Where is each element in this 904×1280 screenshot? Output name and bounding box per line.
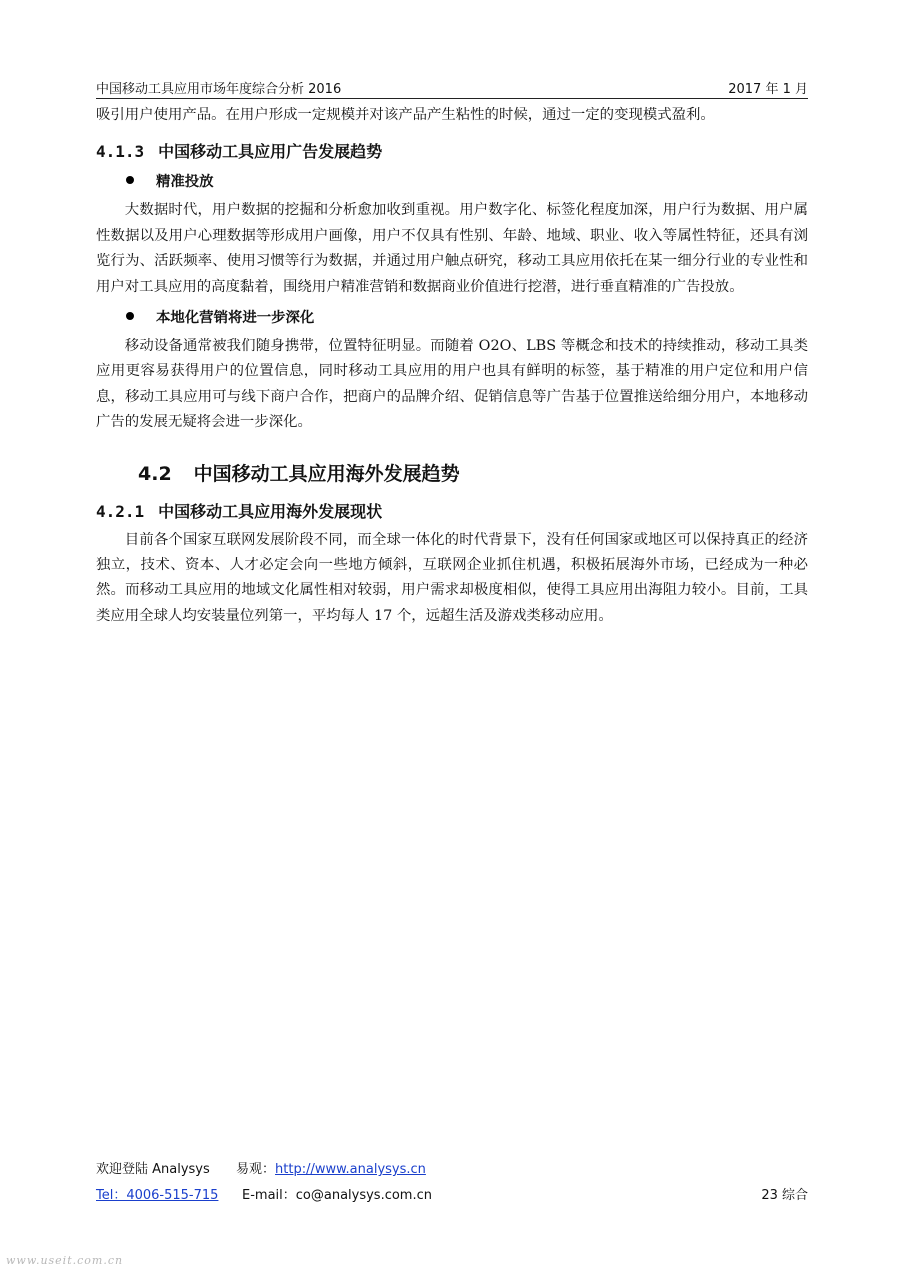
paragraph-localization: 移动设备通常被我们随身携带，位置特征明显。而随着 O2O、LBS 等概念和技术的持续推动，移动工具类应用更容易获得用户的位置信息，同时移动工具应用的用户也具有鲜明的标签，基于精准的用户定位和用户信息，移动工具应用可与线下商户合作，把商户的品牌介绍、促销信息等广告基于位置推送给细分用户，本地移动广告的发展无疑将会进一步深化。: [96, 338, 808, 431]
footer-site-label: 易观：: [236, 1162, 276, 1177]
section-number: 4.2.1: [96, 501, 145, 521]
telephone-link[interactable]: Tel：4006-515-715: [96, 1188, 219, 1203]
footer-email: E-mail：co@analysys.com.cn: [242, 1188, 432, 1203]
header-date: 2017 年 1 月: [728, 82, 808, 97]
paragraph-precision: 大数据时代，用户数据的挖掘和分析愈加收到重视。用户数字化、标签化程度加深，用户行为数据、用户属性数据以及用户心理数据等形成用户画像，用户不仅具有性别、年龄、地域、职业、收入等属性特征，还具有浏览行为、活跃频率、使用习惯等行为数据，并通过用户触点研究，移动工具应用依托在某一细分行业的专业性和用户对工具应用的高度黏着，围绕用户精准营销和数据商业价值进行挖潜，进行垂直精准的广告投放。: [96, 202, 808, 295]
section-title: 中国移动工具应用海外发展现状: [158, 501, 383, 521]
footer-welcome: 欢迎登陆 Analysys: [96, 1162, 210, 1177]
page-footer: [96, 1158, 808, 1210]
section-number: 4.2: [138, 462, 172, 485]
section-title: 中国移动工具应用海外发展趋势: [193, 462, 460, 485]
bullet-heading-localization: [126, 306, 808, 330]
section-heading-4-2-1: [96, 500, 808, 524]
paragraph-continuation: 吸引用户使用产品。在用户形成一定规模并对该产品产生粘性的时候，通过一定的变现模式盈利。: [96, 107, 715, 123]
footer-row-1: [96, 1158, 808, 1184]
bullet-label: 精准投放: [156, 174, 214, 191]
bullet-dot-icon: [126, 312, 134, 320]
website-link[interactable]: http://www.analysys.cn: [275, 1162, 426, 1177]
bullet-label: 本地化营销将进一步深化: [156, 310, 315, 327]
page-header: [96, 76, 808, 99]
footer-row-2: [96, 1184, 808, 1210]
footer-site: [236, 1158, 426, 1177]
header-title: 中国移动工具应用市场年度综合分析 2016: [96, 82, 342, 97]
watermark-text: www.useit.com.cn: [6, 1254, 124, 1267]
section-heading-4-1-3: [96, 140, 808, 164]
bullet-dot-icon: [126, 176, 134, 184]
page-content: [96, 103, 808, 629]
paragraph-overseas-status: 目前各个国家互联网发展阶段不同，而全球一体化的时代背景下，没有任何国家或地区可以保持真正的经济独立，技术、资本、人才必定会向一些地方倾斜，互联网企业抓住机遇，积极拓展海外市场，已经成为一种必然。而移动工具应用的地域文化属性相对较弱，用户需求却极度相似，使得工具应用出海阻力较小。目前，工具类应用全球人均安装量位列第一，平均每人 17 个，远超生活及游戏类移动应用。: [96, 531, 808, 624]
section-number: 4.1.3: [96, 142, 145, 162]
bullet-heading-precision: [126, 170, 808, 194]
section-heading-4-2: [138, 460, 808, 488]
page-number: 23 综合: [761, 1188, 808, 1203]
section-title: 中国移动工具应用广告发展趋势: [158, 142, 383, 162]
